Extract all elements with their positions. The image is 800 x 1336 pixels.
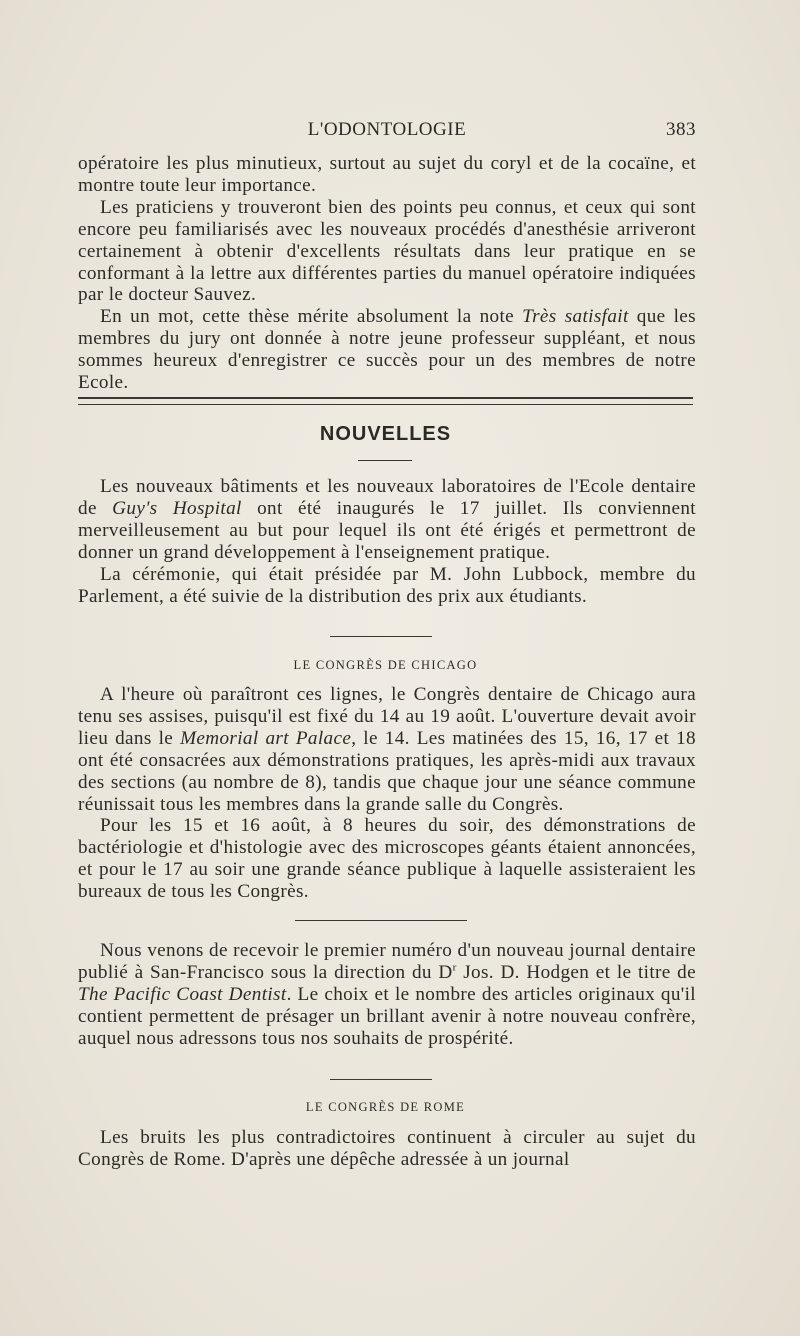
rome-text [78,1127,696,1171]
intro-text [78,153,696,394]
page-number: 383 [666,119,696,140]
journal-text [78,940,696,1050]
emphasis: The Pacific Coast Dentist [78,983,287,1005]
title-underline [358,460,412,461]
journal-title: L'ODONTOLOGIE [307,119,467,140]
news-text [78,476,696,607]
paragraph: La cérémonie, qui était présidée par M. John Lubbock, membre du Parlement, a été suivie de la distribution des prix aux étudiants. [78,563,696,607]
paragraph: Pour les 15 et 16 août, à 8 heures du soir, des démonstrations de bactériologie et d'histologie avec des microscopes géants étaient annoncées, et pour le 17 au soir une grande séance publique à laquelle assisteraient les bureaux de tous les Congrès. [78,815,696,903]
paragraph: En un mot, cette thèse mérite absolument la note Très satisfait que les membres du jury ont donnée à notre jeune professeur suppléant, et nous sommes heureux d'enregistrer ce succès pour un des membres de notre Ecole. [78,306,696,394]
separator-rule [295,920,467,921]
paragraph: A l'heure où paraîtront ces lignes, le Congrès dentaire de Chicago aura tenu ses assises, puisqu'il est fixé du 14 au 19 août. L'ouverture devait avoir lieu dans le Memorial art Palace, le 14. Les matinées des 15, 16, 17 et 18 ont été consacrées aux démonstrations pratiques, les après-midi aux travaux des sections (au nombre de 8), tandis que chaque jour une séance commune réunissait tous les membres dans la grande salle du Congrès. [78,684,696,815]
chicago-text [78,684,696,903]
double-rule [78,397,693,405]
paragraph: Les praticiens y trouveront bien des points peu connus, et ceux qui sont encore peu familiarisés avec les nouveaux procédés d'anesthésie arriveront certainement à obtenir d'excellents résultats dans leur pratique en se conformant à la lettre aux différentes parties du manuel opératoire indiquées par le docteur Sauvez. [78,196,696,306]
emphasis: Très satisfait [522,306,629,328]
emphasis: Memorial art Palace [180,727,352,749]
running-header [78,119,696,143]
subheading-chicago: LE CONGRÈS DE CHICAGO [293,658,478,672]
separator-rule [330,1079,432,1080]
subheading-rome: LE CONGRÈS DE ROME [305,1100,466,1114]
emphasis: Guy's Hospital [112,497,242,519]
paragraph: Les bruits les plus contradictoires continuent à circuler au sujet du Congrès de Rome. D'après une dépêche adressée à un journal [78,1127,696,1170]
section-title: NOUVELLES [319,423,452,445]
paragraph: Nous venons de recevoir le premier numéro d'un nouveau journal dentaire publié à San-Francisco sous la direction du $D^r$ Jos. D. Hodgen et le titre de The Pacific Coast Dentist. Le choix et le nombre des articles originaux qu'il contient permettent de présager un brillant avenir à notre nouveau confrère, auquel nous adressons tous nos souhaits de prospérité. [78,940,696,1049]
paragraph: opératoire les plus minutieux, surtout au sujet du coryl et de la cocaïne, et montre toute leur importance. [78,153,696,196]
separator-rule [330,636,432,637]
paragraph: Les nouveaux bâtiments et les nouveaux laboratoires de l'Ecole dentaire de Guy's Hospital ont été inaugurés le 17 juillet. Ils conviennent merveilleusement au but pour lequel ils ont été érigés et permettront de donner un grand développement à l'enseignement pratique. [78,476,696,563]
